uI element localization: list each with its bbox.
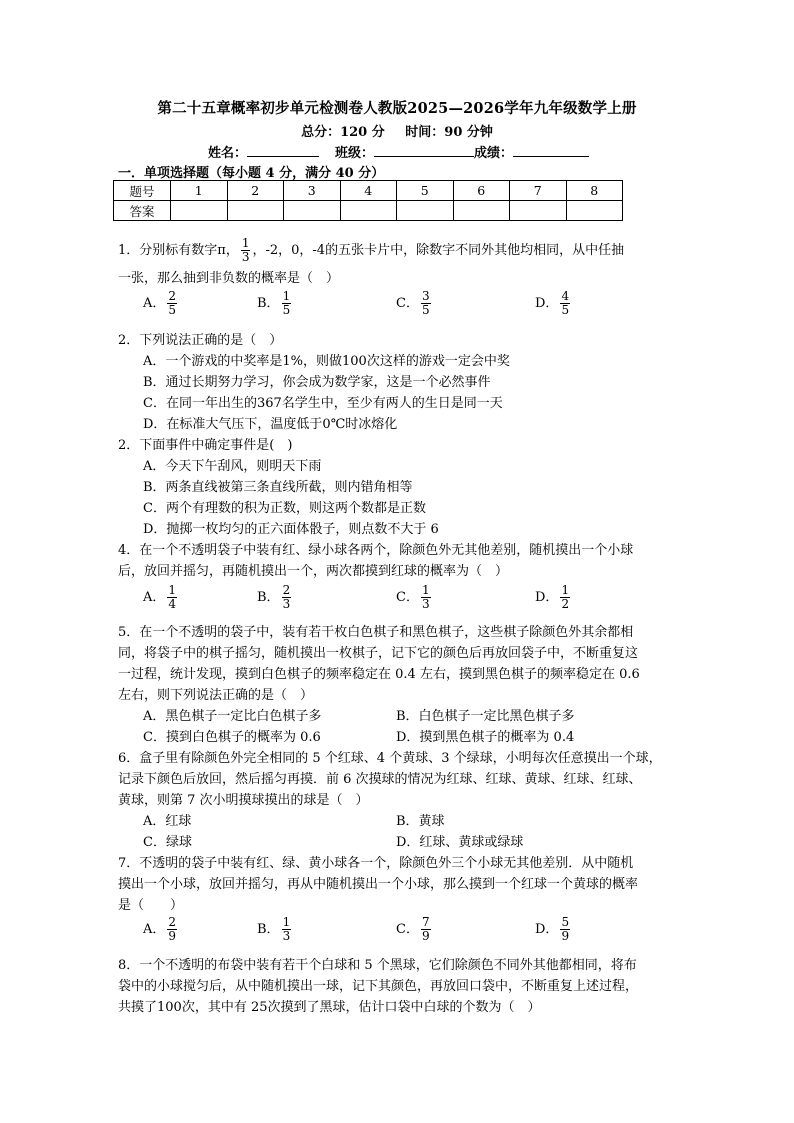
q1-line1 [118, 237, 624, 264]
question-number-row [114, 181, 623, 201]
answer-cell[interactable] [453, 201, 510, 221]
q7-line2: 摸出一个小球，放回并摇匀，再从中随机摸出一个小球，那么摸到一个红球一个黄球的概率 [118, 877, 639, 892]
q4-option-b[interactable]: B． $\frac{2}{3}$ [257, 583, 291, 611]
q1-fraction [241, 237, 251, 264]
q6-line1: 6．盒子里有除颜色外完全相同的 5 个红球、4 个黄球、3 个绿球，小明每次任意摸出一个球， [118, 751, 662, 766]
answer-cell[interactable] [171, 201, 228, 221]
q7-option-b[interactable]: B． $\frac{1}{3}$ [257, 915, 291, 943]
question-number: 1 [171, 181, 228, 201]
total-score: 总分：120 分 [301, 125, 385, 140]
answer-table [113, 180, 623, 221]
answer-cell[interactable] [284, 201, 341, 221]
class-field[interactable] [374, 144, 474, 157]
q4-line1: 4．在一个不透明袋子中装有红、绿小球各两个，除颜色外无其他差别，随机摸出一个小球 [118, 543, 634, 558]
q6-line2: 记录下颜色后放回，然后摇匀再摸．前 6 次摸球的情况为红球、红球、黄球、红球、红球、 [118, 772, 642, 787]
q7-option-a[interactable]: A． $\frac{2}{9}$ [143, 915, 177, 943]
q8-line1: 8．一个不透明的布袋中装有若干个白球和 5 个黑球，它们除颜色不同外其他都相同，将布 [118, 958, 637, 973]
student-info [208, 142, 589, 161]
q5-option-a[interactable]: A．黑色棋子一定比白色棋子多 [143, 709, 322, 724]
q5-line4: 左右，则下列说法正确的是（ ） [118, 688, 314, 703]
row-label-question: 题号 [114, 181, 171, 201]
q6-line3: 黄球，则第 7 次小明摸球摸出的球是（ ） [118, 793, 369, 808]
q1-text-b: ，-2，0，-4的五张卡片中，除数字不同外其他均相同，从中任抽 [252, 243, 625, 258]
q3-option-b[interactable]: B．两条直线被第三条直线所截，则内错角相等 [143, 480, 413, 495]
q5-line1: 5．在一个不透明的袋子中，装有若干枚白色棋子和黑色棋子，这些棋子除颜色外其余都相 [118, 625, 634, 640]
question-number: 7 [510, 181, 567, 201]
q1-option-a[interactable]: A． $\frac{2}{5}$ [143, 289, 177, 317]
fraction-denominator: 3 [241, 250, 250, 264]
time-limit: 时间：90 分钟 [405, 125, 493, 140]
q4-option-a[interactable]: A． $\frac{1}{4}$ [143, 583, 177, 611]
q1-line2: 一张，那么抽到非负数的概率是（ ） [118, 271, 340, 286]
question-number: 5 [397, 181, 454, 201]
answer-cell[interactable] [397, 201, 454, 221]
q8-line3: 共摸了100次，其中有 25次摸到了黑球，估计口袋中白球的个数为（ ） [118, 1000, 541, 1015]
q4-line2: 后，放回并摇匀，再随机摸出一个，两次都摸到红球的概率为（ ） [118, 564, 509, 579]
q6-option-a[interactable]: A．红球 [143, 814, 192, 829]
q4-option-c[interactable]: C． $\frac{1}{3}$ [396, 583, 430, 611]
q2-stem: 2．下列说法正确的是（ ） [118, 333, 283, 348]
question-number: 4 [340, 181, 397, 201]
q5-line2: 同，将袋子中的棋子摇匀，随机摸出一枚棋子，记下它的颜色后再放回袋子中，不断重复这 [118, 646, 639, 661]
question-number: 6 [453, 181, 510, 201]
answer-cell[interactable] [510, 201, 567, 221]
class-label: 班级： [335, 146, 375, 161]
question-number: 8 [566, 181, 623, 201]
question-number: 2 [227, 181, 284, 201]
name-field[interactable] [247, 144, 319, 157]
q6-option-c[interactable]: C．绿球 [143, 835, 192, 850]
q5-line3: 一过程，统计发现，摸到白色棋子的频率稳定在 0.4 左右，摸到黑色棋子的频率稳定在 0.6 [118, 667, 640, 682]
q1-text-a: 1．分别标有数字π， [118, 243, 239, 258]
q6-option-b[interactable]: B．黄球 [396, 814, 445, 829]
q4-option-d[interactable]: D． $\frac{1}{2}$ [535, 583, 570, 611]
q5-option-c[interactable]: C．摸到白色棋子的概率为 0.6 [143, 730, 321, 745]
answer-cell[interactable] [227, 201, 284, 221]
q2-option-d[interactable]: D．在标准大气压下，温度低于0℃时冰熔化 [143, 417, 398, 432]
answer-cell[interactable] [340, 201, 397, 221]
q5-option-b[interactable]: B．白色棋子一定比黑色棋子多 [396, 709, 575, 724]
q1-option-d[interactable]: D． $\frac{4}{5}$ [535, 289, 570, 317]
answer-row [114, 201, 623, 221]
q5-option-d[interactable]: D．摸到黑色棋子的概率为 0.4 [396, 730, 575, 745]
q3-option-c[interactable]: C．两个有理数的积为正数，则这两个数都是正数 [143, 501, 426, 516]
q3-stem: 2．下面事件中确定事件是( ) [118, 438, 293, 453]
q8-line2: 袋中的小球搅匀后，从中随机摸出一球，记下其颜色，再放回口袋中，不断重复上述过程， [118, 979, 639, 994]
fraction-numerator: 1 [241, 236, 250, 250]
q7-option-c[interactable]: C． $\frac{7}{9}$ [396, 915, 430, 943]
q2-option-a[interactable]: A．一个游戏的中奖率是1%，则做100次这样的游戏一定会中奖 [143, 354, 510, 369]
score-field[interactable] [513, 144, 589, 157]
answer-cell[interactable] [566, 201, 623, 221]
exam-title: 第二十五章概率初步单元检测卷人教版2025—2026学年九年级数学上册 [157, 100, 637, 117]
q3-option-a[interactable]: A．今天下午刮风，则明天下雨 [143, 459, 322, 474]
q7-line3: 是（ ） [118, 898, 184, 913]
score-label: 成绩： [474, 146, 514, 161]
q3-option-d[interactable]: D．抛掷一枚均匀的正六面体骰子，则点数不大于 6 [143, 522, 439, 537]
exam-subtitle [0, 121, 794, 140]
section-heading: 一．单项选择题（每小题 4 分，满分 40 分） [118, 166, 385, 181]
question-number: 3 [284, 181, 341, 201]
q1-option-b[interactable]: B． $\frac{1}{5}$ [257, 289, 291, 317]
q1-option-c[interactable]: C． $\frac{3}{5}$ [396, 289, 430, 317]
q7-line1: 7．不透明的袋子中装有红、绿、黄小球各一个，除颜色外三个小球无其他差别．从中随机 [118, 856, 634, 871]
name-label: 姓名： [208, 146, 248, 161]
q2-option-b[interactable]: B．通过长期努力学习，你会成为数学家，这是一个必然事件 [143, 375, 491, 390]
q6-option-d[interactable]: D．红球、黄球或绿球 [396, 835, 524, 850]
q7-option-d[interactable]: D． $\frac{5}{9}$ [535, 915, 570, 943]
row-label-answer: 答案 [114, 201, 171, 221]
q2-option-c[interactable]: C．在同一年出生的367名学生中，至少有两人的生日是同一天 [143, 396, 503, 411]
